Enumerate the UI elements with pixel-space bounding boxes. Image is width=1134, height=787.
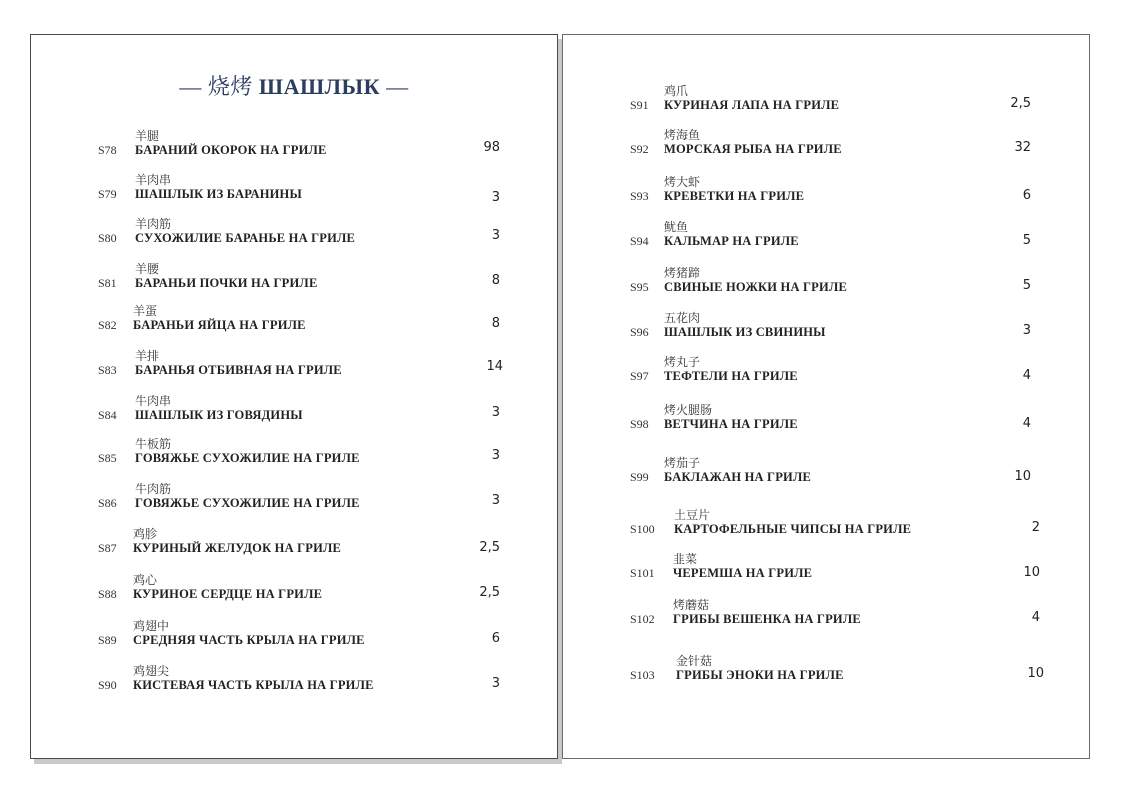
menu-item-chinese-name: 羊排 [135,349,160,363]
menu-item-chinese-name: 烤茄子 [664,456,701,470]
menu-item-price: 2,5 [1010,96,1031,111]
menu-item-name: БАРАНЬЯ ОТБИВНАЯ НА ГРИЛЕ [135,363,342,377]
menu-item-price: 8 [491,316,500,331]
menu-item-code: S90 [98,678,117,692]
menu-item-name: ТЕФТЕЛИ НА ГРИЛЕ [664,369,798,383]
menu-item-chinese-name: 羊肉筋 [135,217,172,231]
menu-item-price: 2 [1031,520,1040,535]
menu-item-code: S101 [630,566,655,580]
menu-item-code: S98 [630,417,649,431]
menu-item-code: S89 [98,633,117,647]
menu-item-price: 3 [491,190,500,205]
menu-item-chinese-name: 羊腰 [135,262,160,276]
menu-item-chinese-name: 金针菇 [676,654,713,668]
menu-item-name: СРЕДНЯЯ ЧАСТЬ КРЫЛА НА ГРИЛЕ [133,633,365,647]
menu-item-chinese-name: 五花肉 [664,311,701,325]
menu-item-chinese-name: 羊肉串 [135,173,172,187]
menu-item-price: 6 [491,631,500,646]
menu-item-name: КУРИНОЕ СЕРДЦЕ НА ГРИЛЕ [133,587,323,601]
menu-item-price: 8 [491,273,500,288]
menu-item-code: S88 [98,587,117,601]
title-russian: ШАШЛЫК [258,74,381,99]
menu-item-code: S100 [630,522,655,536]
menu-item-chinese-name: 鸡翅尖 [133,664,170,678]
menu-item-code: S87 [98,541,117,555]
menu-item-code: S99 [630,470,649,484]
menu-item-name: ГОВЯЖЬЕ СУХОЖИЛИЕ НА ГРИЛЕ [135,496,360,510]
menu-item-code: S82 [98,318,117,332]
menu-item-name: БАРАНЬИ ЯЙЦА НА ГРИЛЕ [133,318,306,332]
menu-item-name: СВИНЫЕ НОЖКИ НА ГРИЛЕ [664,280,847,294]
menu-item-code: S93 [630,189,649,203]
menu-item-chinese-name: 烤火腿肠 [664,403,713,417]
menu-item-name: КРЕВЕТКИ НА ГРИЛЕ [664,189,805,203]
menu-item-chinese-name: 土豆片 [674,508,711,522]
menu-section-title [30,70,558,101]
menu-item-code: S102 [630,612,655,626]
menu-item-price: 6 [1022,188,1031,203]
menu-item-chinese-name: 烤猪蹄 [664,266,701,280]
menu-item-code: S95 [630,280,649,294]
title-dash-right: — [386,74,409,99]
title-dash-left: — [179,74,202,99]
menu-item-code: S79 [98,187,117,201]
menu-item-name: ВЕТЧИНА НА ГРИЛЕ [664,417,798,431]
menu-item-code: S80 [98,231,117,245]
menu-item-name: ГРИБЫ ВЕШЕНКА НА ГРИЛЕ [673,612,861,626]
menu-item-chinese-name: 鱿鱼 [664,220,689,234]
menu-item-name: КУРИНЫЙ ЖЕЛУДОК НА ГРИЛЕ [133,541,342,555]
menu-item-chinese-name: 鸡爪 [664,84,689,98]
menu-item-price: 3 [491,676,500,691]
menu-item-chinese-name: 羊蛋 [133,304,158,318]
menu-item-name: ЧЕРЕМША НА ГРИЛЕ [673,566,813,580]
menu-item-chinese-name: 烤丸子 [664,355,701,369]
menu-item-chinese-name: 牛肉串 [135,394,172,408]
menu-item-name: КИСТЕВАЯ ЧАСТЬ КРЫЛА НА ГРИЛЕ [133,678,374,692]
menu-item-code: S96 [630,325,649,339]
menu-item-price: 3 [1022,323,1031,338]
menu-item-price: 5 [1022,233,1031,248]
menu-item-chinese-name: 牛板筋 [135,437,172,451]
menu-item-name: БАРАНИЙ ОКОРОК НА ГРИЛЕ [135,143,327,157]
menu-item-price: 2,5 [479,540,500,555]
menu-item-price: 14 [486,359,503,374]
menu-item-price: 98 [483,140,500,155]
menu-item-name: ШАШЛЫК ИЗ БАРАНИНЫ [135,187,302,201]
menu-item-price: 10 [1027,666,1044,681]
menu-item-code: S91 [630,98,649,112]
menu-item-price: 4 [1031,610,1040,625]
menu-item-chinese-name: 烤海鱼 [664,128,701,142]
menu-item-price: 3 [491,448,500,463]
menu-item-name: БАРАНЬИ ПОЧКИ НА ГРИЛЕ [135,276,318,290]
menu-item-code: S92 [630,142,649,156]
menu-item-price: 10 [1014,469,1031,484]
menu-item-chinese-name: 鸡胗 [133,527,158,541]
menu-item-chinese-name: 鸡心 [133,573,158,587]
menu-item-price: 5 [1022,278,1031,293]
menu-item-code: S103 [630,668,655,682]
menu-item-chinese-name: 鸡翅中 [133,619,170,633]
menu-item-code: S94 [630,234,649,248]
menu-item-name: ШАШЛЫК ИЗ СВИНИНЫ [664,325,826,339]
menu-item-name: КАРТОФЕЛЬНЫЕ ЧИПСЫ НА ГРИЛЕ [674,522,912,536]
menu-item-price: 3 [491,493,500,508]
menu-item-code: S86 [98,496,117,510]
menu-item-code: S81 [98,276,117,290]
menu-item-code: S97 [630,369,649,383]
menu-item-price: 2,5 [479,585,500,600]
menu-item-code: S78 [98,143,117,157]
menu-item-chinese-name: 韭菜 [673,552,698,566]
menu-item-price: 3 [491,228,500,243]
menu-item-chinese-name: 烤蘑菇 [673,598,710,612]
menu-item-name: КУРИНАЯ ЛАПА НА ГРИЛЕ [664,98,840,112]
menu-item-chinese-name: 烤大虾 [664,175,701,189]
menu-item-code: S84 [98,408,117,422]
menu-item-name: СУХОЖИЛИЕ БАРАНЬЕ НА ГРИЛЕ [135,231,356,245]
menu-item-code: S85 [98,451,117,465]
menu-item-price: 10 [1023,565,1040,580]
menu-item-price: 32 [1014,140,1031,155]
menu-item-chinese-name: 牛肉筋 [135,482,172,496]
menu-item-name: КАЛЬМАР НА ГРИЛЕ [664,234,799,248]
menu-item-name: ГРИБЫ ЭНОКИ НА ГРИЛЕ [676,668,844,682]
menu-item-name: МОРСКАЯ РЫБА НА ГРИЛЕ [664,142,842,156]
menu-item-name: ГОВЯЖЬЕ СУХОЖИЛИЕ НА ГРИЛЕ [135,451,360,465]
menu-item-name: ШАШЛЫК ИЗ ГОВЯДИНЫ [135,408,303,422]
menu-item-name: БАКЛАЖАН НА ГРИЛЕ [664,470,812,484]
title-chinese: 烧烤 [207,75,253,100]
menu-item-chinese-name: 羊腿 [135,129,160,143]
menu-item-price: 4 [1022,416,1031,431]
menu-item-price: 4 [1022,368,1031,383]
menu-item-code: S83 [98,363,117,377]
menu-item-price: 3 [491,405,500,420]
